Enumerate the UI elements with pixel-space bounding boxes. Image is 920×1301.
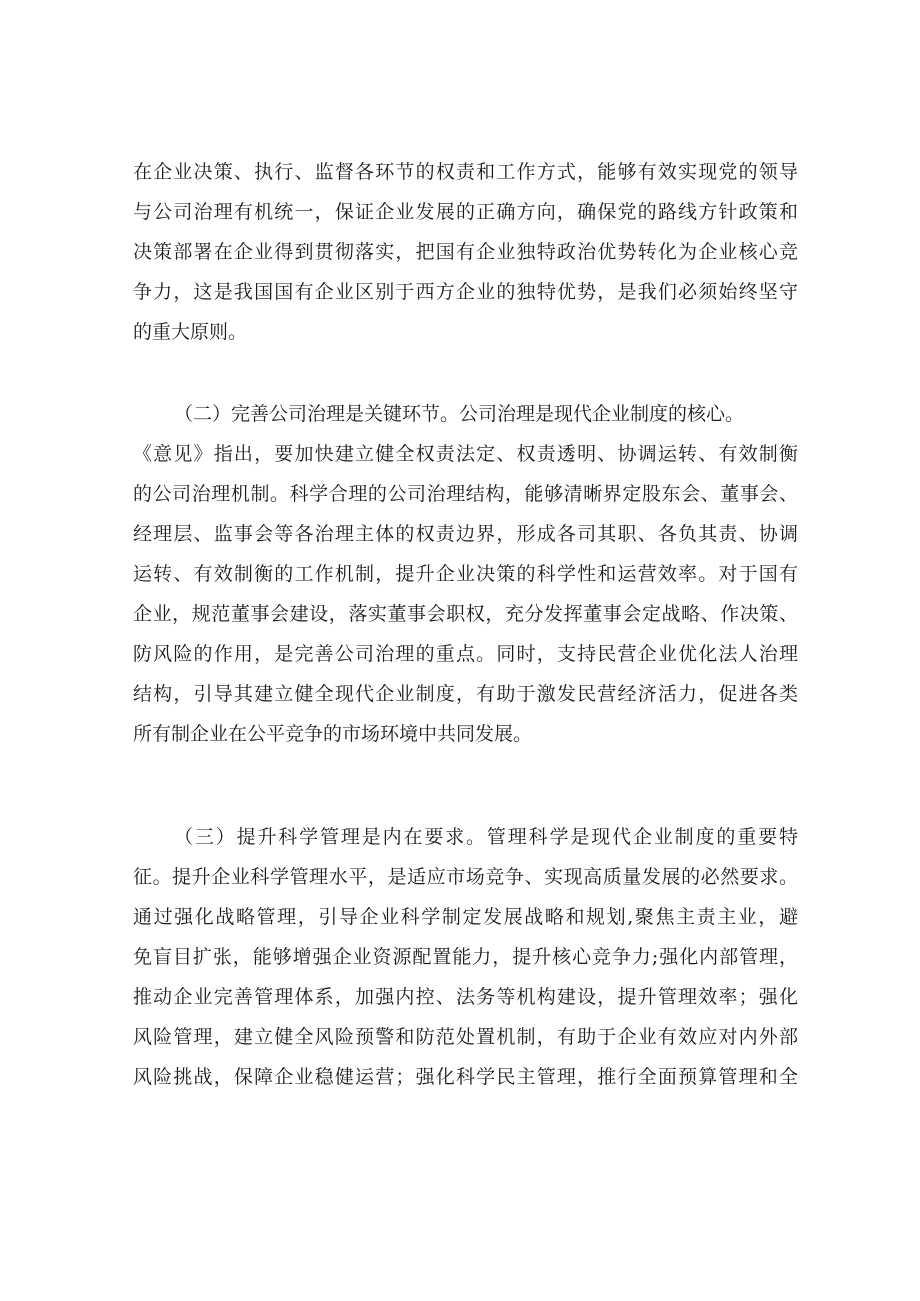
text-line: 在企业决策、执行、监督各环节的权责和工作方式，能够有效实现党的领导 (133, 161, 798, 183)
text-line: 企业，规范董事会建设，落实董事会职权，充分发挥董事会定战略、作决策、 (133, 603, 798, 625)
text-line: 与公司治理有机统一，保证企业发展的正确方向，确保党的路线方针政策和 (133, 201, 798, 223)
text-line: 的重大原则。 (133, 321, 248, 343)
text-line: 经理层、监事会等各治理主体的权责边界，形成各司其职、各负其责、协调 (133, 523, 798, 545)
text-line: 结构，引导其建立健全现代企业制度，有助于激发民营经济活力，促进各类 (133, 683, 798, 705)
text-line: 运转、有效制衡的工作机制，提升企业决策的科学性和运营效率。对于国有 (133, 563, 798, 585)
text-line: 防风险的作用，是完善公司治理的重点。同时，支持民营企业优化法人治理 (133, 643, 798, 665)
paragraph-scientific-management (133, 817, 798, 1097)
text-line: 争力，这是我国国有企业区别于西方企业的独特优势，是我们必须始终坚守 (133, 281, 798, 303)
text-line: 决策部署在企业得到贯彻落实，把国有企业独特政治优势转化为企业核心竞 (133, 241, 798, 263)
text-line: 风险挑战，保障企业稳健运营；强化科学民主管理，推行全面预算管理和全 (133, 1066, 798, 1088)
paragraph-corporate-governance (133, 394, 798, 754)
text-line: 的公司治理机制。科学合理的公司治理结构，能够清晰界定股东会、董事会、 (133, 483, 798, 505)
text-line: 征。提升企业科学管理水平，是适应市场竞争、实现高质量发展的必然要求。 (133, 866, 798, 888)
text-line: 免盲目扩张，能够增强企业资源配置能力，提升核心竞争力;强化内部管理， (133, 946, 798, 968)
section-heading-line: （三）提升科学管理是内在要求。管理科学是现代企业制度的重要特 (174, 826, 798, 848)
text-line: 所有制企业在公平竞争的市场环境中共同发展。 (133, 723, 533, 745)
text-line: 通过强化战略管理，引导企业科学制定发展战略和规划,聚焦主责主业，避 (133, 906, 798, 928)
section-heading-line: （二）完善公司治理是关键环节。公司治理是现代企业制度的核心。 (174, 403, 745, 425)
text-line: 风险管理，建立健全风险预警和防范处置机制，有助于企业有效应对内外部 (133, 1026, 798, 1048)
paragraph-party-leadership (133, 152, 798, 352)
text-line: 《意见》指出，要加快建立健全权责法定、权责透明、协调运转、有效制衡 (133, 443, 798, 465)
text-line: 推动企业完善管理体系，加强内控、法务等机构建设，提升管理效率；强化 (133, 986, 798, 1008)
